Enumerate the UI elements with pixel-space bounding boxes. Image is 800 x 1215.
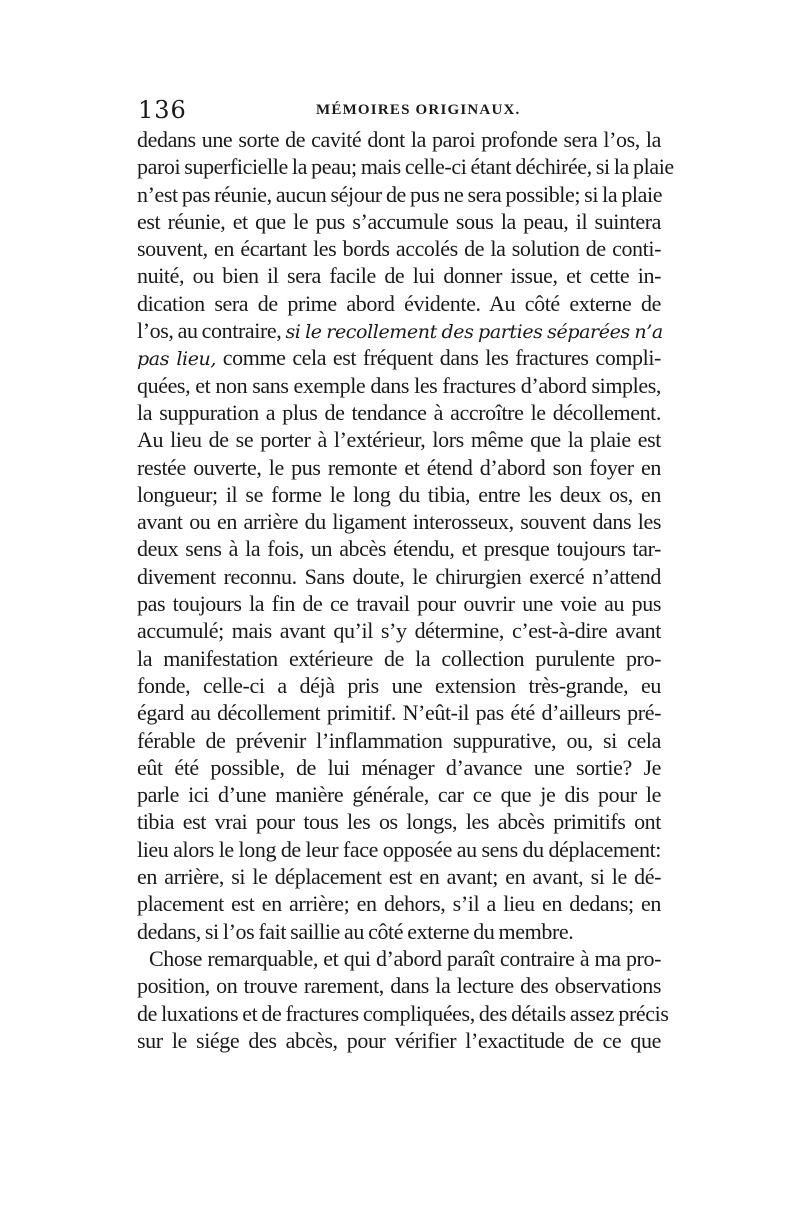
text-line: restée ouverte, le pus remonte et étend d’abord son foyer en [137,454,661,480]
text-line: longueur; il se forme le long du tibia, entre les deux os, en [137,481,661,507]
text-line: tibia est vrai pour tous les os longs, les abcès primitifs ont [137,809,661,835]
text-line: dication sera de prime abord évidente. Au côté externe de [137,290,661,316]
line-suffix: comme cela est fréquent dans les fractures compli- [222,345,661,371]
running-title: MÉMOIRES ORIGINAUX. [316,102,521,118]
text-line: est réunie, et que le pus s’accumule sous la peau, il suintera [137,208,661,234]
italic-phrase: pas lieu, [137,348,217,371]
text-line: parle ici d’une manière générale, car ce que je dis pour le [137,782,661,808]
text-line: pas toujours la fin de ce travail pour ouvrir une voie au pus [137,591,661,617]
text-line: en arrière, si le déplacement est en avant; en avant, si le dé- [137,864,661,890]
text-line: deux sens à la fois, un abcès étendu, et presque toujours tar- [137,536,661,562]
text-line-paragraph-start: Chose remarquable, et qui d’abord paraît contraire à ma pro- [149,945,661,971]
text-line: nuité, ou bien il sera facile de lui donner issue, et cette in- [137,263,661,289]
italic-phrase: si le recollement des parties séparées n’a [285,321,663,344]
text-line: accumulé; mais avant qu’il s’y détermine, c’est-à-dire avant [137,618,661,644]
text-line-paragraph-end: dedans, si l’os fait saillie au côté externe du membre. [137,918,574,944]
text-line-with-italic [137,317,661,344]
text-line: quées, et non sans exemple dans les fractures d’abord simples, [137,372,661,398]
text-line: de luxations et de fractures compliquées, des détails assez précis [137,1000,669,1026]
text-line: férable de prévenir l’inflammation suppurative, ou, si cela [137,727,661,753]
text-line: sur le siége des abcès, pour vérifier l’exactitude de ce que [137,1027,661,1053]
text-line: souvent, en écartant les bords accolés de la solution de conti- [137,236,661,262]
text-line: n’est pas réunie, aucun séjour de pus ne sera possible; si la plaie [137,181,663,207]
text-line: position, on trouve rarement, dans la lecture des observations [137,973,661,999]
text-line: fonde, celle-ci a déjà pris une extension très-grande, eu [137,672,661,698]
text-line: eût été possible, de lui ménager d’avance une sortie? Je [137,754,661,780]
text-line: paroi superficielle la peau; mais celle-ci étant déchirée, si la plaie [137,154,674,180]
body-text [137,126,674,1054]
text-line: égard au décollement primitif. N’eût-il pas été d’ailleurs pré- [137,700,661,726]
text-line-with-italic [137,344,661,371]
running-head [138,96,658,126]
text-line: avant ou en arrière du ligament interosseux, souvent dans les [137,509,661,535]
text-line: lieu alors le long de leur face opposée au sens du déplacement: [137,836,661,862]
text-line: Au lieu de se porter à l’extérieur, lors même que la plaie est [137,427,661,453]
text-line: la manifestation extérieure de la collection purulente pro- [137,645,661,671]
text-line: la suppuration a plus de tendance à accroître le décollement. [137,399,661,425]
text-line: placement est en arrière; en dehors, s’il a lieu en dedans; en [137,891,661,917]
page-number: 136 [138,96,187,124]
line-prefix: l’os, au contraire, [137,318,282,344]
text-line: divement reconnu. Sans doute, le chirurgien exercé n’attend [137,563,661,589]
text-line: dedans une sorte de cavité dont la paroi profonde sera l’os, la [137,127,661,152]
